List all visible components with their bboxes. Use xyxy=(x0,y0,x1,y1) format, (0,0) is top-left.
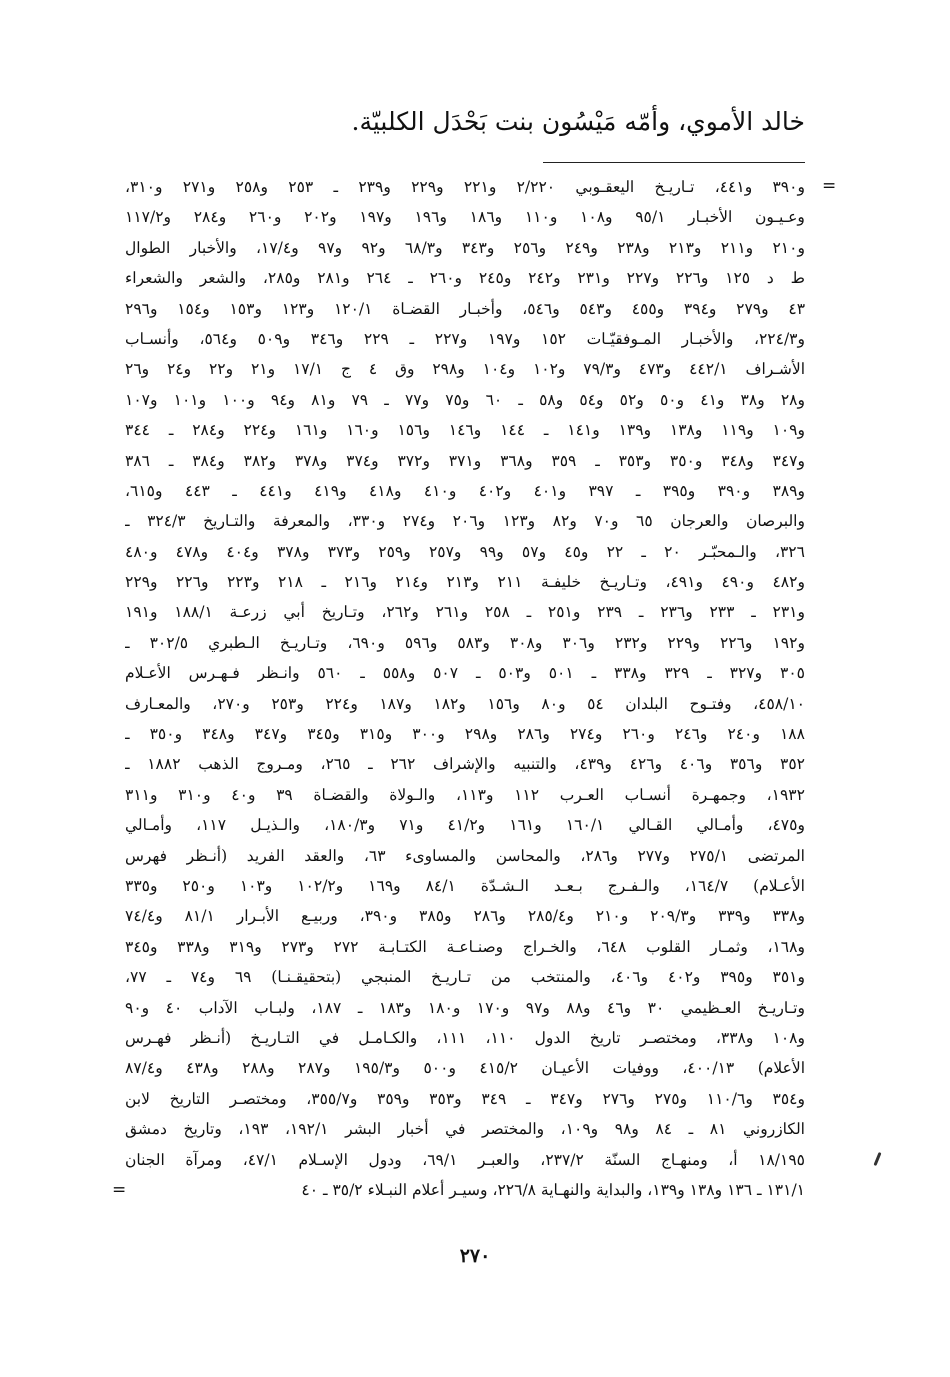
footnote-line: ط د ١٢٥ و٢٢٦ و٢٢٧ و٢٣١ و٢٤٢ و٢٤٥ و٢٦٠ ـ ٢٦٤ و٢٨١ و٢٨٥، والشعر والشعراء xyxy=(125,269,805,288)
footnote-line: ١٩٣٢، وجمهـرة أنسـاب العـرب ١١٢ و١١٣، والـولاة والقضـاة ٣٩ و٤٠ و٣١٠ و٣١١ xyxy=(125,785,805,804)
footnote-line: و١٩٢ و٢٢٦ و٢٢٩ و٢٣٢ و٣٠٦ و٣٠٨ و٥٨٣ و٥٩٦ و٦٩٠، وتـاريـخ الـطبري ٣٠٢/٥ ـ xyxy=(125,633,805,652)
margin-pen-mark xyxy=(873,1152,881,1166)
footnote-line: و٣٥٤ و١١٠/٦ و٢٧٥ و٢٧٦ و٣٤٧ ـ ٣٤٩ و٣٥٣ و٣٥٩ و٣٥٥/٧، ومختصـر التاريخ لابن xyxy=(125,1089,805,1108)
footnote-line: و١٠٨ و٣٣٨، ومختصـر تاريخ الدول ١١٠، ١١١، والكـامـل في التـاريـخ (أنـظر فهـرس xyxy=(125,1028,805,1047)
footnote-line: الأعلام) ٤٠٠/١٣، ووفيات الأعيـان ٤١٥/٢ و٥٠٠ و١٩٥/٣ و٢٨٧ و٢٨٨ و٤٣٨ و٨٧/٤ xyxy=(125,1059,805,1078)
footnote-line: وعـيـون الأخبـار ٩٥/١ و١٠٨ و١١٠ و١٨٦ و١٩٦ و١٩٧ و٢٠٢ و٢٦٠ و٢٨٤ و١١٧/٢ xyxy=(125,208,805,227)
footnote-line: و٢٢٤/٣، والأخبـار المـوفقيّـات ١٥٢ و١٩٧ و٢٢٧ ـ ٢٢٩ و٣٤٦ و٥٠٩ و٥٦٤، وأنسـاب xyxy=(125,329,805,348)
footnote-line: ٣٥٢ و٣٥٦ و٤٠٦ و٤٢٦ و٤٣٩، والتنبيه والإشراف ٢٦٢ ـ ٢٦٥، ومـروج الذهب ١٨٨٢ ـ xyxy=(125,755,805,774)
footnote-line: ٣٠٥ و٣٢٧ ـ ٣٢٩ و٣٣٨ ـ ٥٠١ و٥٠٣ ـ ٥٠٧ و٥٥٨ ـ ٥٦٠ وانـظر فـهـرس الأعـلام xyxy=(125,664,805,683)
main-text-line: خالد الأموي، وأمّه مَيْسُون بنت بَحْدَل الكلبيّة. xyxy=(351,107,805,136)
footnote-line: و٣٨٩ و٣٩٠ و٣٩٥ ـ ٣٩٧ و٤٠١ و٤٠٢ و٤١٠ و٤١٨ و٤١٩ و٤٤١ ـ ٤٤٣ و٦١٥، xyxy=(125,481,805,500)
footnote-line: ١٣١/١ ـ ١٣٦ و١٣٨ و١٣٩، والبداية والنهـاية ٢٢٦/٨، وسيـر أعلام النبـلاء ٣٥/٢ ـ ٤٠ xyxy=(301,1180,805,1199)
footnote-line: المرتضى ٢٧٥/١ و٢٧٧ و٢٨٦، والمحاسن والمساوىء ٦٣، والعقد الفريد (أنـظر فهرس xyxy=(125,846,805,865)
footnote-line: والبرصان والعرجان ٦٥ و٧٠ و٨٢ و١٢٣ و٢٠٦ و٢٧٤ و٣٣٠، والمعرفة والتـاريخ ٣٢٤/٣ ـ xyxy=(125,512,805,531)
footnote-line: و٤٧٥، وأمـالي القـالي ١٦٠/١ و١٦١ و٤١/٢ و٧١ و١٨٠/٣، والـذيـل ١١٧، وأمـالي xyxy=(125,816,805,835)
footnote-line: ١٨/١٩٥ أ، ومنهـاج السنّة ٢٣٧/٢، والعبـر ٦٩/١، ودول الإسـلام ٤٧/١، ومرآة الجنان xyxy=(125,1150,805,1169)
footnote-line: و٣٩٠ و٤٤١، تـاريـخ اليعقـوبي ٢/٢٢٠ و٢٢١ و٢٢٩ و٢٣٩ ـ ٢٥٣ و٢٥٨ و٢٧١ و٣١٠، xyxy=(125,178,805,196)
continuation-mark-bottom: = xyxy=(112,1180,127,1200)
footnote-line: و٣٤٧ و٣٤٨ و٣٥٠ و٣٥٣ ـ ٣٥٩ و٣٦٨ و٣٧١ و٣٧٢ و٣٧٤ و٣٧٨ و٣٨٢ و٣٨٤ ـ ٣٨٦ xyxy=(125,451,805,470)
footnote-line: و٣٥١ و٣٩٥ و٤٠٢ و٤٠٦، والمنتخب من تـاريـخ المنبجي (بتحقيقـنـا) ٦٩ و٧٤ ـ ٧٧، xyxy=(125,968,805,987)
continuation-mark-top: = xyxy=(822,176,837,196)
footnote-line: و٢٨ و٣٨ و٤١ و٥٠ و٥٢ و٥٤ و٥٨ ـ ٦٠ و٧٥ و٧٧ ـ ٧٩ و٨١ و٩٤ و١٠٠ و١٠١ و١٠٧ xyxy=(125,390,805,409)
footnote-line: و٢٣١ ـ ٢٣٣ و٢٣٦ ـ ٢٣٩ و٢٥١ ـ ٢٥٨ و٢٦١ و٢٦٢، وتـاريخ أبي زرعـة ١٨٨/١ و١٩١ xyxy=(125,603,805,622)
footnote-line: ٤٥٨/١٠، وفتـوح البلدان ٥٤ و٨٠ و١٥٦ و١٨٢ و١٨٧ و٢٢٤ و٢٥٣ و٢٧٠، والمعـارف xyxy=(125,694,805,713)
footnote-line: و٣٣٨ و٣٣٩ و٢٠٩/٣ و٢١٠ و٢٨٥/٤ و٢٨٦ و٣٨٥ و٣٩٠، وربيـع الأبـرار ٨١/١ و٧٤/٤ xyxy=(125,907,805,926)
footnote-block xyxy=(125,172,805,1205)
footnote-line: و٢١٠ و٢١١ و٢١٣ و٢٣٨ و٢٤٩ و٢٥٦ و٣٤٣ و٦٨/٣ و٩٢ و٩٧ و١٧/٤، والأخبار الطوال xyxy=(125,238,805,257)
footnote-line: الكازروني ٨١ ـ ٨٤ و٩٨ و١٠٩، والمختصر في أخبار البشر ١٩٢/١، ١٩٣، وتاريخ دمشق xyxy=(125,1120,805,1139)
footnote-line: الأعـلام) ١٦٤/٧، والـفـرج بـعـد الـشـدّة ٨٤/١ و١٦٩ و١٠٢/٢ و١٠٣ و٢٥٠ و٣٣٥ xyxy=(125,876,805,895)
footnote-line: و١٦٨، وثمـار القلوب ٦٤٨، والخـراج وصنـاعـة الكتـابـة ٢٧٢ و٢٧٣ و٣١٩ و٣٣٨ و٣٤٥ xyxy=(125,937,805,956)
footnote-line: و٤٨٢ و٤٩٠ و٤٩١، وتـاريـخ خليفـة ٢١١ و٢١٣ و٢١٤ و٢١٦ ـ ٢١٨ و٢٢٣ و٢٢٦ و٢٢٩ xyxy=(125,573,805,592)
footnote-line: وتـاريـخ العـظيمي ٣٠ و٤٦ و٨٨ و٩٧ و١٧٠ و١٨٠ و١٨٣ ـ ١٨٧، ولبـاب الآداب ٤٠ و٩٠ xyxy=(125,998,805,1017)
footnote-line: ٣٢٦، والـمحبّـر ٢٠ ـ ٢٢ و٤٥ و٥٧ و٩٩ و٢٥٧ و٢٥٩ و٣٧٣ و٣٧٨ و٤٠٤ و٤٧٨ و٤٨٠ xyxy=(125,542,805,561)
page-number: ٢٧٠ xyxy=(459,1245,491,1267)
footnote-line: الأشـراف ٤٤٢/١ و٤٧٣ و٧٩/٣ و١٠٢ و١٠٤ و٢٩٨ وق ٤ ج ١٧/١ و٢١ و٢٢ و٢٤ و٢٦ xyxy=(125,360,805,379)
footnote-line: ١٨٨ و٢٤٠ و٢٤٦ و٢٦٠ و٢٧٤ و٢٨٦ و٢٩٨ و٣٠٠ و٣١٥ و٣٤٥ و٣٤٧ و٣٤٨ و٣٥٠ ـ xyxy=(125,725,805,744)
footnote-line: و١٠٩ و١١٩ و١٣٨ و١٣٩ و١٤١ ـ ١٤٤ و١٤٦ و١٥٦ و١٦٠ و١٦١ و٢٢٤ و٢٨٤ ـ ٣٤٤ xyxy=(125,421,805,440)
footnote-line: ٤٣ و٢٧٩ و٣٩٤ و٤٥٥ و٥٤٣ و٥٤٦، وأخبـار القضـاة ١٢٠/١ و١٢٣ و١٥٣ و١٥٤ و٢٩٦ xyxy=(125,299,805,318)
footnote-separator-rule xyxy=(543,162,805,163)
